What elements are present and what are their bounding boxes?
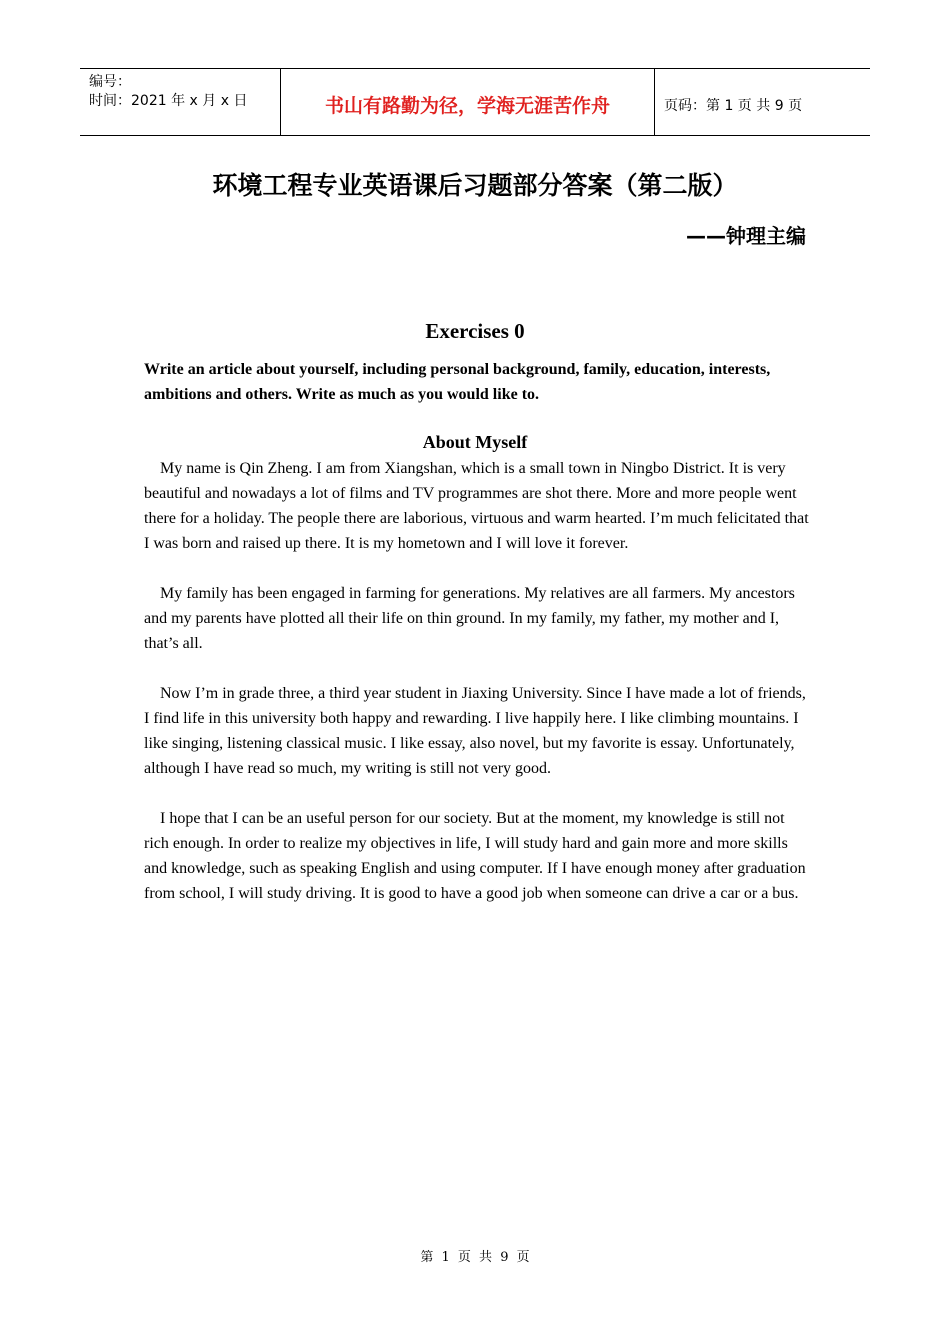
essay-body <box>144 456 810 931</box>
motto-text: 书山有路勤为径，学海无涯苦作舟 <box>324 95 610 117</box>
header-page-code: 页码：第 1 页 共 9 页 <box>664 98 803 114</box>
header-page-cell <box>655 69 870 135</box>
page-header <box>80 68 870 136</box>
essay-paragraph: My name is Qin Zheng. I am from Xiangshan, which is a small town in Ningbo District. It is very beautiful and nowadays a lot of films and TV programmes are shot there. More and more people went there for a holiday. The people there are laborious, virtuous and warm hearted. I’m much felicitated that I was born and raised up there. It is my hometown and I will love it forever. <box>144 460 809 552</box>
page-footer: 第 1 页 共 9 页 <box>420 1250 530 1265</box>
essay-paragraph: Now I’m in grade three, a third year student in Jiaxing University. Since I have made a lot of friends, I find life in this university both happy and rewarding. I live happily here. I like climbing mountains. I like singing, listening classical music. I like essay, also novel, but my favorite is essay. Unfortunately, although I have read so much, my writing is still not very good. <box>144 685 806 777</box>
document-date-label: 时间：2021 年 x 月 x 日 <box>89 93 248 109</box>
essay-title: About Myself <box>422 432 528 452</box>
exercise-prompt: Write an article about yourself, including personal background, family, education, interests, ambitions and others. Write as much as you would like to. <box>144 361 771 403</box>
document-title: 环境工程专业英语课后习题部分答案（第二版） <box>212 171 738 200</box>
document-number-label: 编号： <box>89 74 131 90</box>
header-motto-cell <box>281 69 655 135</box>
exercise-title: Exercises 0 <box>425 319 525 343</box>
header-meta-cell <box>80 69 281 135</box>
essay-paragraph: I hope that I can be an useful person for our society. But at the moment, my knowledge is still not rich enough. In order to realize my objectives in life, I will study hard and gain more and more skills and knowledge, such as speaking English and using computer. If I have enough money after graduation from school, I will study driving. It is good to have a good job when someone can drive a car or a bus. <box>144 810 806 902</box>
document-editor: ——钟理主编 <box>686 224 806 248</box>
essay-paragraph: My family has been engaged in farming for generations. My relatives are all farmers. My ancestors and my parents have plotted all their life on thin ground. In my family, my father, my mother and I, that’s all. <box>144 585 795 652</box>
